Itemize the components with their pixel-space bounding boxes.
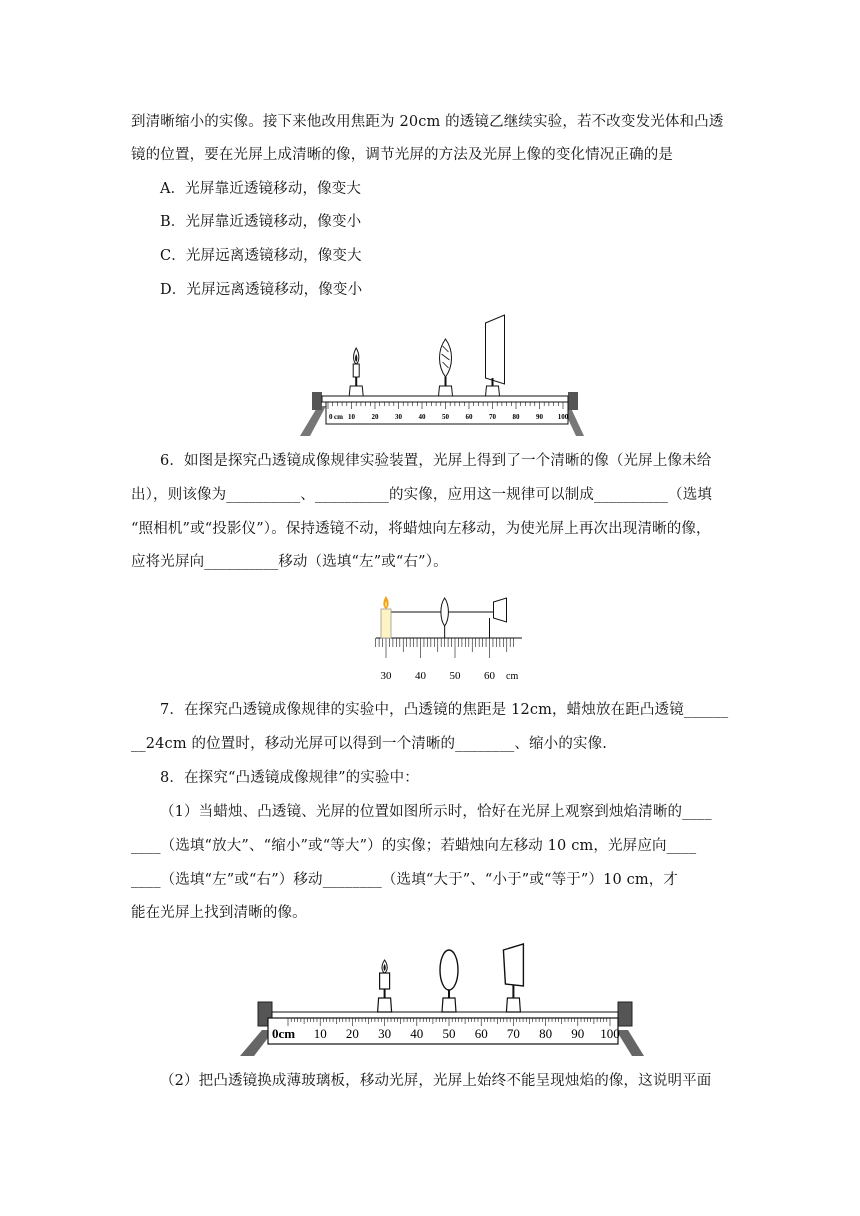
ruler-tick-label: 100	[557, 413, 569, 421]
ruler-tick-label: 70	[506, 1026, 520, 1041]
bench-rail	[322, 396, 568, 402]
q5-option-d: D．光屏远离透镜移动，像变小	[160, 282, 363, 298]
ruler-tick-label: 0	[329, 413, 333, 421]
ruler-tick-label: 60	[484, 670, 495, 682]
bench-right-end-block	[618, 1002, 632, 1026]
ruler-tick-label: 90	[571, 1026, 585, 1041]
q7-text-line-2: __24cm 的位置时，移动光屏可以得到一个清晰的________、缩小的实像.	[131, 736, 608, 752]
optical-bench-figure-1	[296, 312, 586, 436]
ruler-tick-label: 50	[449, 670, 461, 682]
ruler-unit-label: cm	[506, 671, 519, 682]
q5-text-line-2: 镜的位置，要在光屏上成清晰的像，调节光屏的方法及光屏上像的变化情况正确的是	[131, 147, 674, 163]
ruler-tick-label: 50	[442, 413, 449, 421]
ruler-tick-label: 30	[395, 413, 402, 421]
convex-lens	[440, 950, 458, 1012]
light-screen	[490, 598, 507, 638]
light-screen	[503, 944, 523, 1012]
ruler-unit-label: cm	[334, 413, 343, 421]
bench-right-end-block	[568, 392, 578, 410]
ruler-tick-label: 50	[442, 1026, 456, 1041]
convex-lens	[439, 339, 453, 396]
ruler-tick-label: 60	[465, 413, 473, 421]
q6-text-line-4: 应将光屏向__________移动（选填“左”或“右”）。	[131, 554, 448, 570]
q8-part1-line-4: 能在光屏上找到清晰的像。	[131, 905, 307, 921]
q8-part1-line-3: ____（选填“左”或“右”）移动________（选填“大于”、“小于”或“等于”）10 cm，才	[131, 872, 679, 888]
ruler-tick-label: 70	[489, 413, 496, 421]
ruler-tick-label: 20	[371, 413, 379, 421]
ruler-tick-label: 40	[418, 413, 426, 421]
q8-part1-line-2: ____（选填“放大”、“缩小”或“等大”）的实像；若蜡烛向左移动 10 cm，光屏应向____	[131, 838, 697, 854]
ruler-tick-label: 90	[536, 413, 543, 421]
q5-option-a: A．光屏靠近透镜移动，像变大	[160, 181, 362, 197]
ruler-tick-label: 10	[348, 413, 355, 421]
optical-bench-figure-3	[238, 938, 648, 1056]
candle	[378, 960, 392, 1012]
ruler-tick-label: 60	[474, 1026, 488, 1041]
ruler-ticks	[376, 638, 514, 658]
candle	[349, 348, 363, 396]
convex-lens	[441, 598, 449, 638]
q6-text-line-3: “照相机”或“投影仪”）。保持透镜不动，将蜡烛向左移动，为使光屏上再次出现清晰的像，	[131, 521, 711, 537]
q5-text-line-1: 到清晰缩小的实像。接下来他改用焦距为 20cm 的透镜乙继续实验，若不改变发光体和凸透	[131, 114, 724, 130]
bench-left-end-block	[312, 392, 322, 410]
bench-rail	[272, 1012, 618, 1018]
q5-option-c: C．光屏远离透镜移动，像变大	[160, 248, 362, 264]
ruler-tick-label: 20	[345, 1026, 359, 1041]
q6-text-line-2: 出），则该像为__________、__________的实像，应用这一规律可以制成__________（选填	[131, 487, 712, 503]
light-screen	[486, 315, 505, 396]
ruler-tick-label: 30	[378, 1026, 392, 1041]
q8-title: 8．在探究“凸透镜成像规律”的实验中：	[160, 770, 419, 786]
q7-text-line-1: 7．在探究凸透镜成像规律的实验中，凸透镜的焦距是 12cm，蜡烛放在距凸透镜______	[160, 702, 729, 718]
ruler-tick-label: 100	[600, 1026, 620, 1041]
candle	[381, 596, 391, 638]
ruler-tick-label: 10	[313, 1026, 327, 1041]
ruler-tick-label: 40	[410, 1026, 424, 1041]
ruler-tick-label: 30	[380, 670, 392, 682]
q8-part1-line-1: （1）当蜡烛、凸透镜、光屏的位置如图所示时，恰好在光屏上观察到烛焰清晰的____	[160, 804, 712, 820]
q8-part2-line-1: （2）把凸透镜换成薄玻璃板，移动光屏，光屏上始终不能呈现烛焰的像，这说明平面	[160, 1073, 712, 1089]
ruler-tick-label: 40	[415, 670, 426, 682]
optical-bench-figure-2	[372, 592, 532, 684]
ruler-tick-label: 80	[539, 1026, 553, 1041]
q5-option-b: B．光屏靠近透镜移动，像变小	[160, 214, 362, 230]
q6-text-line-1: 6．如图是探究凸透镜成像规律实验装置，光屏上得到了一个清晰的像（光屏上像未给	[160, 453, 712, 469]
ruler-tick-label: 80	[512, 413, 520, 421]
ruler-zero-label: 0cm	[272, 1026, 296, 1041]
